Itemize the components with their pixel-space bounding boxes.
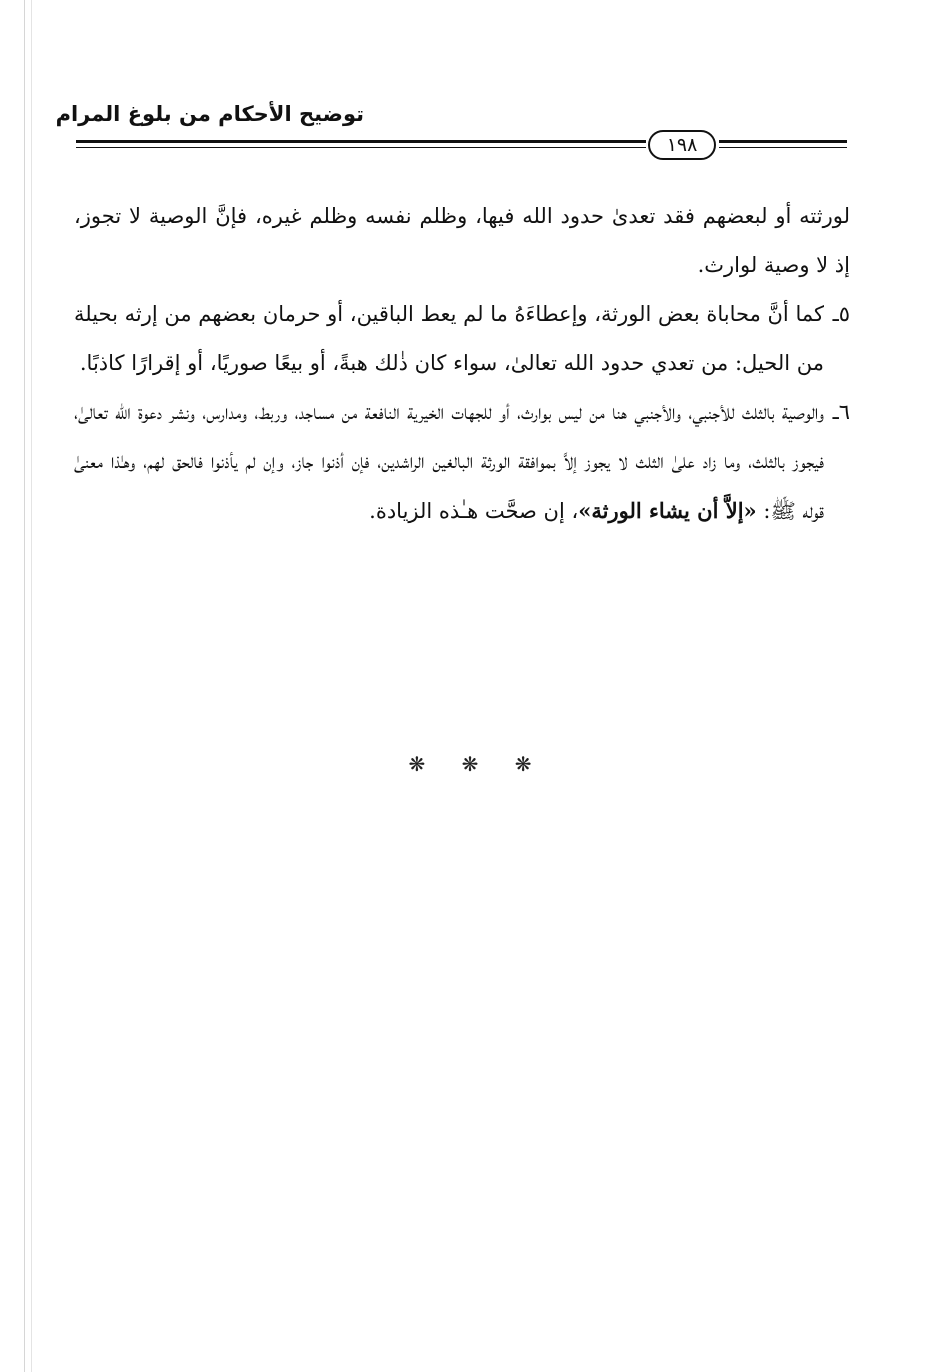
header-rule — [719, 140, 847, 143]
header-rule — [76, 140, 646, 143]
hadith-quote: «إلاَّ أن يشاء الورثة» — [578, 498, 757, 523]
section-separator — [0, 752, 940, 776]
book-title: توضيح الأحكام من بلوغ المرام — [55, 102, 364, 126]
page-body — [74, 192, 850, 536]
item-text-tail: ، إن صحَّت هـٰذه الزيادة. — [369, 499, 579, 523]
list-item-5 — [74, 290, 850, 388]
item-number: ٦ـ — [832, 400, 850, 424]
item-text: والوصية بالثلث للأجنبي، والأجنبي هنا من ليس بوارث، أو للجهات الخيرية النافعة من مساجد، وربط، ومدارس، ونشر دعوة الله تعالىٰ، فيجوز بالثلث، وما زاد علىٰ الثلث لا يجوز إلاَّ بموافقة الورثة البالغين الراشدين، فإن أذنوا جاز، وإن لم يأذنوا فالحق لهم، وهـٰذا معنىٰ قوله ﷺ: — [74, 400, 824, 523]
star-ornament: ❋ — [408, 752, 426, 776]
header-rule-thin — [719, 147, 847, 148]
page-header — [55, 102, 846, 162]
list-item-6 — [74, 388, 850, 536]
page-number: ١٩٨ — [648, 130, 716, 160]
star-ornament: ❋ — [461, 752, 479, 776]
item-number: ٥ـ — [832, 302, 850, 326]
scan-margin-line — [24, 0, 25, 1372]
header-rule-thin — [76, 147, 646, 148]
item-text: كما أنَّ محاباة بعض الورثة، وإعطاءَهُ ما لم يعط الباقين، أو حرمان بعضهم من إرثه بحيلة من الحيل: من تعدي حدود الله تعالىٰ، سواء كان ذٰلك هبةً، أو بيعًا صوريًا، أو إقرارًا كاذبًا. — [74, 302, 824, 375]
star-ornament: ❋ — [514, 752, 532, 776]
paragraph: لورثته أو لبعضهم فقد تعدىٰ حدود الله فيها، وظلم نفسه وظلم غيره، فإنَّ الوصية لا تجوز، إذ لا وصية لوارث. — [74, 204, 850, 277]
scan-margin-line — [31, 0, 32, 1372]
